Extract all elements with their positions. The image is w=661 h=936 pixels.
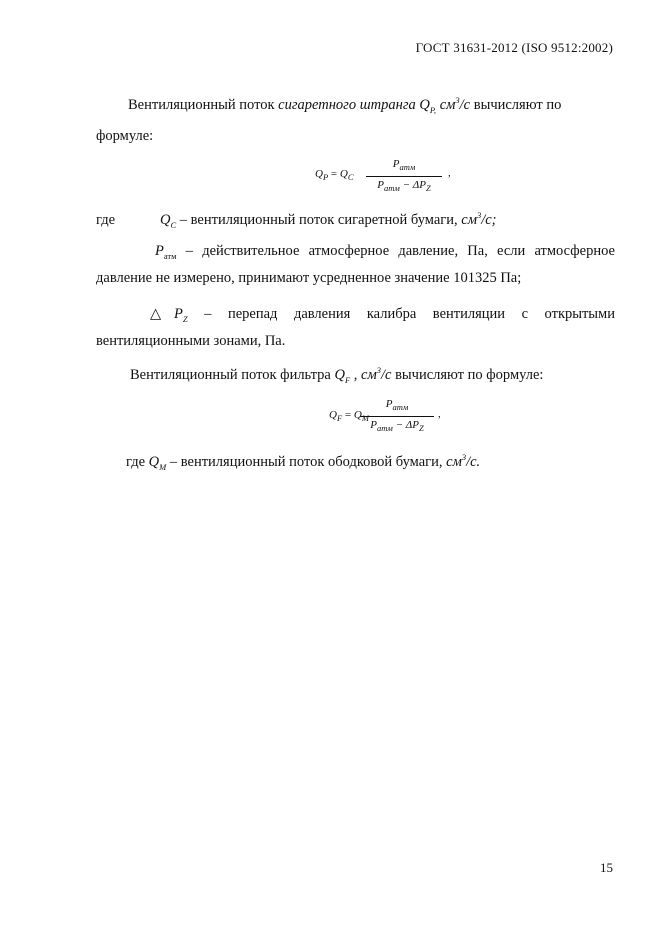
fraction-bar — [360, 416, 434, 417]
definition-qm: где $Q_M$ – вентиляционный поток ободковой бумаги, $см^3/с$. — [126, 452, 481, 472]
fraction-numerator: $P_{атм}$ — [392, 158, 416, 173]
definition-p-atm: $P_{атм}$ – действительное атмосферное давление, Па, если атмосферное — [155, 243, 615, 261]
formula-strand-flow-fraction — [366, 160, 442, 194]
formula-filter-flow-comma: , — [438, 408, 441, 420]
fraction-denominator: $P_{атм} - \Delta P_Z$ — [370, 419, 424, 434]
paragraph-strand-flow-line2: формуле: — [96, 128, 154, 144]
paragraph-strand-flow: Вентиляционный поток сигаретного штранга $Q_{P,}$ $см^3/с$ вычисляют по — [128, 95, 562, 115]
definition-p-atm-line2: давление не измерено, принимают усредненное значение 101325 Па; — [96, 270, 522, 286]
document-header: ГОСТ 31631-2012 (ISO 9512:2002) — [415, 40, 613, 55]
definition-qc: $Q_C$ – вентиляционный поток сигаретной бумаги, $см^3/с$; — [160, 210, 497, 230]
definition-delta-pz-line2: вентиляционными зонами, Па. — [96, 333, 286, 349]
formula-strand-flow-lhs: $Q_P = Q_C$ — [315, 168, 354, 183]
fraction-numerator: $P_{атм}$ — [385, 398, 409, 413]
fraction-bar — [366, 176, 442, 177]
formula-filter-flow-fraction — [360, 400, 434, 434]
fraction-denominator: $P_{атм} - \Delta P_Z$ — [377, 179, 431, 194]
definition-delta-pz: $\triangle P_Z$ – перепад давления калибра вентиляции с открытыми — [150, 306, 615, 324]
formula-strand-flow-comma: , — [448, 167, 451, 179]
page-number: 15 — [600, 860, 613, 875]
formula-filter-flow-lhs: $Q_F = Q_M$ — [329, 409, 369, 424]
paragraph-filter-flow: Вентиляционный поток фильтра $Q_F$ , $см^3/с$ вычисляют по формуле: — [130, 365, 544, 385]
definition-where: где — [96, 212, 116, 228]
